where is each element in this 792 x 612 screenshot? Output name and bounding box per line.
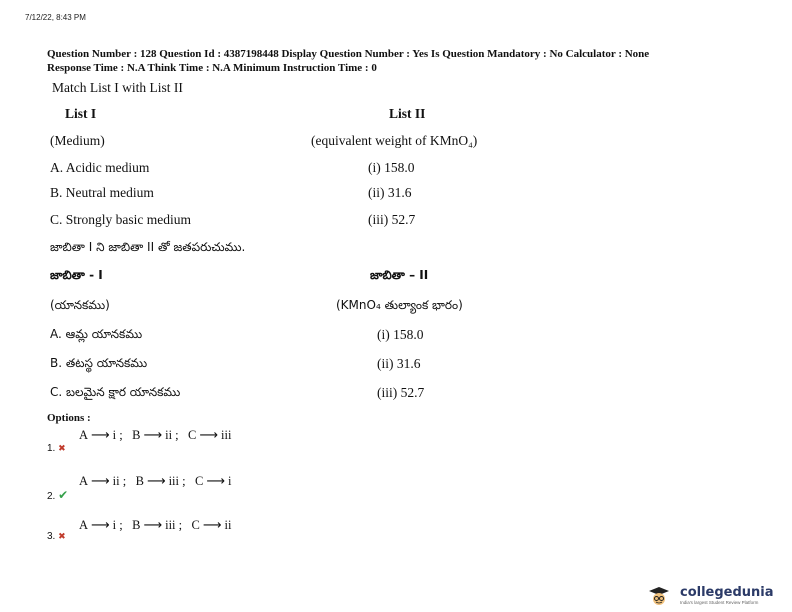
list-2-row-iii: (iii) 52.7 — [368, 212, 416, 227]
option-2[interactable] — [79, 474, 231, 489]
list-2-heading: List II — [389, 106, 426, 121]
question-meta-line-1: Question Number : 128 Question Id : 4387198448 Display Question Number : Yes Is Question Mandatory : No Calculator : None — [47, 48, 650, 60]
telugu-list-2-heading: జాబితా – II — [370, 268, 429, 282]
arrow-right-icon: ⟶ — [91, 428, 110, 443]
option-3-number: 3. ✖ — [47, 531, 66, 542]
arrow-right-icon: ⟶ — [143, 518, 163, 533]
options-label: Options : — [47, 412, 91, 424]
question-prompt: Match List I with List II — [52, 80, 183, 95]
logo-wordmark: collegedunia — [680, 585, 774, 600]
list-1-row-b: B. Neutral medium — [50, 185, 154, 200]
wrong-cross-icon: ✖ — [58, 443, 66, 453]
telugu-prompt: జాబితా I ని జాబితా II తో జతపరుచుము. — [50, 240, 246, 254]
arrow-right-icon: ⟶ — [91, 474, 110, 489]
list-1-heading: List I — [65, 106, 97, 121]
list-1-row-a: A. Acidic medium — [50, 160, 150, 175]
option-1-b-match: ii ; — [165, 428, 179, 442]
list-1-row-c: C. Strongly basic medium — [50, 212, 191, 227]
option-1-a-match: i ; — [112, 428, 123, 442]
telugu-list-2-subheading: (KMnO₄ తుల్యాంక భారం) — [336, 298, 463, 312]
arrow-right-icon: ⟶ — [206, 474, 225, 489]
option-2-c-match: i — [227, 474, 232, 488]
graduate-mascot-icon — [648, 586, 670, 606]
logo-tagline: India's largest Student Review Platform — [680, 600, 759, 605]
option-1-b: B — [132, 428, 141, 442]
option-3-a: A — [79, 518, 89, 532]
telugu-list-1-row-a: A. ఆమ్ల యానకము — [50, 327, 143, 341]
collegedunia-logo — [648, 584, 788, 608]
option-3-b-match: iii ; — [165, 518, 183, 532]
question-meta-line-2: Response Time : N.A Think Time : N.A Minimum Instruction Time : 0 — [47, 62, 377, 74]
option-2-c: C — [194, 474, 204, 488]
arrow-right-icon: ⟶ — [199, 428, 219, 443]
telugu-list-1-subheading: (యానకము) — [50, 298, 110, 312]
option-3-a-match: i ; — [112, 518, 123, 532]
arrow-right-icon: ⟶ — [202, 518, 222, 533]
option-2-a: A — [79, 474, 89, 488]
option-1-a: A — [79, 428, 89, 442]
option-2-a-match: ii ; — [112, 474, 127, 488]
option-1[interactable] — [79, 428, 231, 443]
arrow-right-icon: ⟶ — [91, 518, 110, 533]
option-3-b: B — [132, 518, 141, 532]
list-1-subheading: (Medium) — [50, 133, 105, 148]
option-2-b-match: iii ; — [168, 474, 186, 488]
arrow-right-icon: ⟶ — [143, 428, 163, 443]
option-3[interactable] — [79, 518, 231, 533]
option-2-b: B — [135, 474, 144, 488]
correct-check-icon: ✔ — [58, 488, 69, 502]
option-2-number: 2. ✔ — [47, 488, 69, 502]
telugu-list-1-heading: జాబితా - I — [50, 268, 103, 282]
list-2-subheading: (equivalent weight of KMnO₄) — [311, 133, 478, 148]
option-3-c-match: ii — [224, 518, 232, 532]
telugu-list-1-row-c: C. బలమైన క్షార యానకము — [50, 385, 181, 399]
telugu-list-2-row-i: (i) 158.0 — [377, 327, 424, 342]
list-2-row-i: (i) 158.0 — [368, 160, 415, 175]
telugu-list-1-row-b: B. తటస్థ యానకము — [50, 356, 148, 370]
option-1-c-match: iii — [221, 428, 232, 442]
telugu-list-2-row-iii: (iii) 52.7 — [377, 385, 425, 400]
arrow-right-icon: ⟶ — [146, 474, 166, 489]
list-2-row-ii: (ii) 31.6 — [368, 185, 412, 200]
telugu-list-2-row-ii: (ii) 31.6 — [377, 356, 421, 371]
option-1-number: 1. ✖ — [47, 443, 66, 454]
option-1-c: C — [188, 428, 197, 442]
option-3-c: C — [191, 518, 200, 532]
wrong-cross-icon: ✖ — [58, 531, 66, 541]
print-timestamp: 7/12/22, 8:43 PM — [25, 13, 86, 22]
